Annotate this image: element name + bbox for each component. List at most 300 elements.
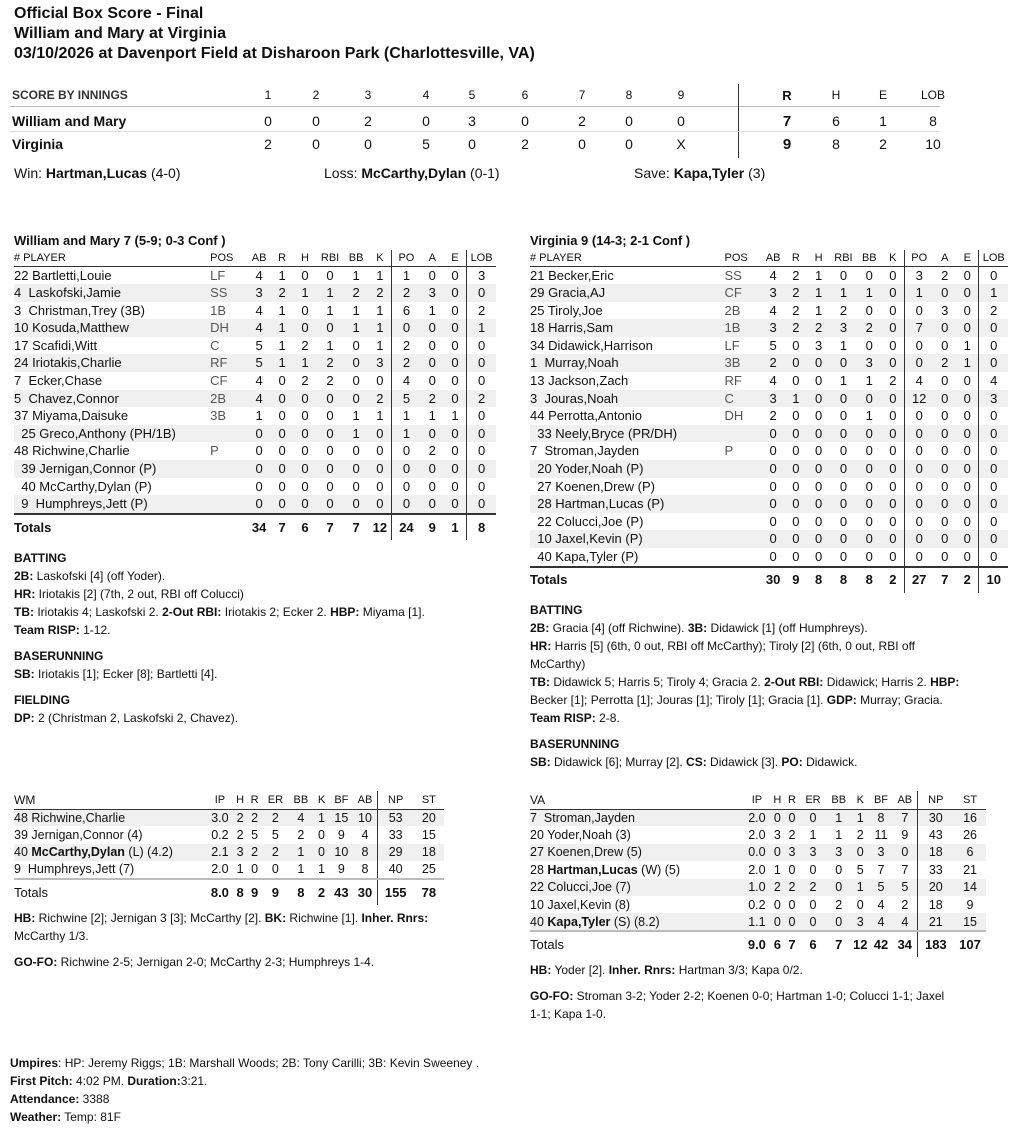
wm-pitch-col-k: K xyxy=(317,793,326,806)
inning-score: 0 xyxy=(677,113,685,129)
wm-stat: 0 xyxy=(428,337,436,353)
wm-stat: 0 xyxy=(451,267,459,283)
loss-decision xyxy=(324,165,500,181)
wm-pitch-stat: 1 xyxy=(297,862,305,877)
va-pitcher-name: 28 Hartman,Lucas (W) (5) xyxy=(530,862,681,877)
va-hb: Yoder [2]. xyxy=(551,962,609,977)
wm-notes xyxy=(14,549,504,727)
va-stat: 0 xyxy=(865,267,873,283)
va-stat: 0 xyxy=(762,425,785,443)
va-player-name: 28 Hartman,Lucas (P) xyxy=(530,495,725,513)
wm-stat: 5 xyxy=(248,354,271,372)
wm-pitch-total-stat: 9 xyxy=(263,879,289,905)
inning-score: 0 xyxy=(364,136,372,152)
va-player-pos: LF xyxy=(724,337,740,353)
va-col-pos: POS xyxy=(725,250,762,266)
wm-pitcher-name: 39 Jernigan,Connor (4) xyxy=(14,828,143,843)
va-pitch-total-stat: 7 xyxy=(784,931,800,957)
wm-stat: 0 xyxy=(352,337,360,353)
save-record: (3) xyxy=(748,165,766,181)
wm-pitch-stat: 29 xyxy=(377,844,414,861)
va-pitch-col-r: R xyxy=(787,793,796,806)
va-stat: 2 xyxy=(933,354,956,372)
wm-stat: 1 xyxy=(467,319,496,337)
va-pitch-stat: 6 xyxy=(966,845,974,860)
va-stat: 0 xyxy=(839,478,848,494)
va-pitch-stat: 3 xyxy=(877,845,885,860)
wm-stat: 4 xyxy=(255,373,263,389)
va-player-row xyxy=(530,425,1008,443)
wm-stat: 1 xyxy=(271,354,294,372)
va-stat: 0 xyxy=(830,390,857,408)
va-stat: 0 xyxy=(857,425,882,443)
va-stat: 2 xyxy=(792,267,800,283)
va-pitcher-decision-name: Kapa,Tyler xyxy=(547,914,611,929)
wm-stat: 0 xyxy=(376,478,384,494)
va-player-row xyxy=(530,530,1008,548)
wm-player-name: 5 Chavez,Connor xyxy=(14,390,210,408)
va-sb-label: SB: xyxy=(530,755,551,769)
va-pitching-box xyxy=(530,791,986,1023)
team-lob: 10 xyxy=(925,136,941,152)
va-stat: 0 xyxy=(904,530,933,548)
loss-label: Loss: xyxy=(324,165,358,181)
wm-pitch-stat: 2 xyxy=(271,810,279,825)
wm-stat: 2 xyxy=(392,337,421,355)
va-stat: 0 xyxy=(784,354,807,372)
va-col-k: K xyxy=(882,250,905,266)
va-pitch-stat: 0 xyxy=(773,810,781,825)
va-cs: Didawick [3]. xyxy=(706,755,782,769)
va-pitch-col-h: H xyxy=(773,793,782,806)
va-pitch-stat: 9 xyxy=(901,828,909,843)
va-gofo: Stroman 3-2; Yoder 2-2; Koenen 0-0; Hartman 1-0; Colucci 1-1; Jaxel xyxy=(573,988,945,1003)
va-player-row xyxy=(530,548,1008,567)
va-stat: 0 xyxy=(941,408,949,424)
wm-player-row xyxy=(14,319,496,337)
wm-stat: 1 xyxy=(278,302,286,318)
va-stat: 0 xyxy=(979,319,1008,337)
wm-stat: 0 xyxy=(301,443,309,459)
va-gofo-cont: 1-1; Kapa 1-0. xyxy=(530,1006,607,1021)
wm-col-k: K xyxy=(369,250,392,266)
va-stat: 0 xyxy=(814,443,823,459)
va-stat: 2 xyxy=(941,267,949,283)
va-col-a: A xyxy=(933,250,956,266)
va-pitch-stat: 0 xyxy=(773,914,781,929)
wm-stat: 0 xyxy=(326,408,334,424)
va-stat: 0 xyxy=(979,530,1008,548)
wm-stat: 0 xyxy=(392,460,421,478)
va-pitch-team: VA xyxy=(530,792,546,807)
va-risp-label: Team RISP: xyxy=(530,711,596,725)
wm-pitch-header xyxy=(14,791,444,809)
va-po-label: PO: xyxy=(781,755,803,769)
wm-stat: 2 xyxy=(392,354,421,372)
va-stat: 0 xyxy=(889,549,897,564)
wm-player-name: 25 Greco,Anthony (PH/1B) xyxy=(14,425,210,443)
va-stat: 3 xyxy=(762,390,785,408)
wm-pitch-stat: 1 xyxy=(318,862,325,877)
wm-pitcher-row xyxy=(14,861,444,878)
inning-header: 1 xyxy=(264,88,272,102)
va-stat: 2 xyxy=(769,408,777,424)
wm-pitch-stat: 2 xyxy=(251,810,259,825)
va-po: Didawick. xyxy=(802,755,858,769)
va-pitch-total-stat: 9.0 xyxy=(743,931,771,957)
va-pitch-total-stat: 34 xyxy=(893,931,917,957)
wm-stat: 1 xyxy=(278,337,286,353)
va-pitch-stat: 0 xyxy=(788,914,796,929)
wm-player-pos: 1B xyxy=(210,302,227,318)
va-stat: 0 xyxy=(956,284,979,302)
va-stat: 4 xyxy=(769,302,777,318)
va-pitch-stat: 33 xyxy=(917,861,954,878)
wm-pitch-stat: 2 xyxy=(297,828,305,843)
va-stat: 0 xyxy=(979,354,1008,372)
wm-stat: 0 xyxy=(467,337,496,355)
va-pitch-stat: 8 xyxy=(877,810,885,825)
va-stat: 0 xyxy=(904,548,933,567)
wm-pitching-table xyxy=(14,791,444,905)
va-stat: 1 xyxy=(956,354,979,372)
wm-pitch-total-stat: 8.0 xyxy=(206,879,234,905)
va-pitcher-name: 22 Colucci,Joe (7) xyxy=(530,880,631,895)
wm-player-name: 10 Kosuda,Matthew xyxy=(14,319,210,337)
va-stat: 0 xyxy=(933,319,956,337)
va-player-row xyxy=(530,266,1008,284)
wm-pitch-stat: 25 xyxy=(421,862,436,877)
va-pitch-stat: 0 xyxy=(835,862,843,877)
va-stat: 0 xyxy=(792,513,800,529)
va-pitch-stat: 0 xyxy=(835,914,843,929)
wm-pitch-col-np: NP xyxy=(377,791,414,809)
va-player-row xyxy=(530,460,1008,478)
wm-stat: 0 xyxy=(294,460,317,478)
va-stat: 0 xyxy=(784,460,807,478)
wm-stat: 0 xyxy=(421,354,444,372)
wm-player-name: 22 Bartletti,Louie xyxy=(14,267,112,283)
wm-stat: 1 xyxy=(369,319,392,337)
va-stat: 0 xyxy=(814,373,823,389)
va-stat: 1 xyxy=(814,267,823,283)
va-stat: 0 xyxy=(769,513,777,529)
wm-total-stat: 7 xyxy=(271,514,294,540)
va-pitch-total-stat: 107 xyxy=(954,931,986,957)
va-stat: 0 xyxy=(941,373,949,389)
inning-header: 2 xyxy=(312,88,320,102)
wm-player-pos xyxy=(210,495,248,514)
wm-pitch-stat: 15 xyxy=(334,810,349,825)
va-stat: 3 xyxy=(904,266,933,284)
va-pitch-header xyxy=(530,791,986,809)
wm-stat: 0 xyxy=(444,495,467,514)
wm-stat: 5 xyxy=(255,337,263,353)
va-player-row xyxy=(530,495,1008,513)
va-stat: 0 xyxy=(889,267,897,283)
va-player-name: 29 Gracia,AJ xyxy=(530,284,725,302)
wm-stat: 0 xyxy=(467,372,496,390)
inning-score: X xyxy=(676,136,686,152)
inning-score: 0 xyxy=(422,113,430,129)
wm-hb-label: HB: xyxy=(14,910,36,925)
va-header-row xyxy=(530,250,1008,266)
va-stat: 0 xyxy=(807,495,830,513)
wm-stat: 0 xyxy=(376,373,384,389)
va-stat: 1 xyxy=(807,284,830,302)
wm-stat: 0 xyxy=(451,478,459,494)
wm-col-h: H xyxy=(294,250,317,266)
wm-stat: 0 xyxy=(451,337,459,353)
wm-col-rbi: RBI xyxy=(316,250,343,266)
va-pitch-stat: 30 xyxy=(917,809,954,826)
inning-header: 7 xyxy=(578,88,586,102)
va-player-row xyxy=(530,407,1008,425)
wm-player-pos xyxy=(210,478,248,496)
va-stat: 0 xyxy=(963,478,971,494)
wm-total-stat xyxy=(210,514,248,540)
inning-score: 0 xyxy=(312,136,320,152)
wm-stat: 0 xyxy=(451,373,459,389)
wm-stat: 0 xyxy=(271,425,294,443)
va-totals-label: Totals xyxy=(530,567,725,593)
totals-header: R xyxy=(782,88,792,103)
va-stat: 0 xyxy=(904,337,933,355)
inning-score: 0 xyxy=(468,136,476,152)
wm-stat: 2 xyxy=(467,302,496,320)
va-pitch-stat: 43 xyxy=(917,826,954,843)
va-stat: 1 xyxy=(904,284,933,302)
va-total-stat: 2 xyxy=(956,567,979,593)
va-stat: 0 xyxy=(792,549,800,564)
wm-player-pos xyxy=(210,460,248,478)
wm-total-stat: 1 xyxy=(444,514,467,540)
wm-pitcher-name: 40 McCarthy,Dylan (L) (4.2) xyxy=(14,845,173,860)
wm-stat: 1 xyxy=(326,302,334,318)
va-player-pos xyxy=(725,460,762,478)
va-stat: 0 xyxy=(839,549,848,564)
va-totals-row xyxy=(530,567,1008,593)
va-player-pos: DH xyxy=(724,408,744,424)
wm-stat: 0 xyxy=(271,460,294,478)
va-pitch-notes xyxy=(530,961,986,1023)
wm-col-lob: LOB xyxy=(467,250,496,266)
wm-hbp: Miyama [1]. xyxy=(359,605,425,619)
va-stat: 3 xyxy=(762,284,785,302)
va-col-ab: AB xyxy=(762,250,785,266)
va-hbp-label: HBP: xyxy=(930,675,960,689)
wm-pitch-stat: 0.2 xyxy=(211,828,229,843)
va-stat: 0 xyxy=(792,443,800,459)
va-hbp: Becker [1]; Perrotta [1]; Jouras [1]; Tiroly [1]; Gracia [1]. xyxy=(530,693,827,707)
va-total-stat: 27 xyxy=(904,567,933,593)
wm-player-pos xyxy=(210,425,248,443)
va-pitcher-decision-name: Hartman,Lucas xyxy=(547,862,638,877)
wm-pitch-total-stat: 2 xyxy=(314,879,330,905)
inning-header: 9 xyxy=(677,88,685,102)
va-stat: 0 xyxy=(956,425,979,443)
wm-pitch-total-stat: 43 xyxy=(330,879,354,905)
wm-stat: 0 xyxy=(344,495,369,514)
team-runs: 7 xyxy=(782,113,792,130)
va-pitch-stat: 2 xyxy=(901,897,909,912)
wm-stat: 0 xyxy=(352,478,360,494)
wm-stat: 0 xyxy=(467,284,496,302)
va-hr-cont: McCarthy) xyxy=(530,657,586,671)
va-pitch-stat: 3 xyxy=(773,828,781,843)
va-player-row xyxy=(530,354,1008,372)
wm-col-pos: POS xyxy=(210,250,248,266)
va-total-stat: 8 xyxy=(857,567,882,593)
va-stat: 7 xyxy=(904,319,933,337)
va-stat: 4 xyxy=(904,372,933,390)
va-pitch-stat: 14 xyxy=(963,880,977,895)
va-player-pos: 1B xyxy=(725,319,762,337)
team-lob: 8 xyxy=(929,113,937,129)
va-stat: 0 xyxy=(979,442,1008,460)
wm-pitch-totals-label: Totals xyxy=(14,879,206,905)
wm-stat: 0 xyxy=(392,319,421,337)
wm-dp-label: DP: xyxy=(14,711,35,725)
wm-stat: 0 xyxy=(451,302,459,318)
va-pitch-col-bf: BF xyxy=(873,793,888,806)
va-gdp-label: GDP: xyxy=(826,693,857,707)
va-stat: 0 xyxy=(904,495,933,513)
wm-stat: 1 xyxy=(392,407,421,425)
wm-pitch-stat: 18 xyxy=(421,845,436,860)
va-pitch-stat: 0 xyxy=(773,845,781,860)
va-pitch-total-stat: 183 xyxy=(917,931,954,957)
wm-stat: 4 xyxy=(248,390,271,408)
va-stat: 0 xyxy=(792,408,800,424)
va-pitch-totals xyxy=(530,931,986,957)
va-stat: 0 xyxy=(956,495,979,513)
inning-score: 2 xyxy=(264,136,272,152)
va-stat: 0 xyxy=(882,425,905,443)
wm-total-stat: 34 xyxy=(248,514,271,540)
va-stat: 0 xyxy=(830,354,857,372)
wm-pitch-total-stat: 30 xyxy=(353,879,377,905)
wm-player-pos: CF xyxy=(210,373,228,389)
va-player-pos xyxy=(725,530,762,548)
va-pitch-stat: 21 xyxy=(917,913,954,930)
va-stat: 0 xyxy=(762,460,785,478)
wm-pitch-stat: 0 xyxy=(271,862,279,877)
wm-stat: 0 xyxy=(392,478,421,496)
wm-player-name: 39 Jernigan,Connor (P) xyxy=(14,460,210,478)
wm-stat: 0 xyxy=(271,390,294,408)
va-pitch-col-bb: BB xyxy=(831,793,847,806)
wm-batting-heading: BATTING xyxy=(14,551,67,565)
va-pitch-stat: 2 xyxy=(856,828,864,843)
va-stat: 0 xyxy=(933,425,956,443)
wm-stat: 0 xyxy=(467,407,496,425)
wm-stat: 0 xyxy=(271,495,294,514)
wm-pitch-col-st: ST xyxy=(421,793,436,806)
va-total-stat: 2 xyxy=(882,567,905,593)
va-pitcher-row xyxy=(530,809,986,826)
va-stat: 3 xyxy=(762,319,785,337)
wm-stat: 0 xyxy=(278,373,286,389)
wm-pitch-stat: 5 xyxy=(271,828,279,843)
va-pitch-stat: 1 xyxy=(856,880,864,895)
wm-stat: 1 xyxy=(376,267,384,283)
wm-pitch-stat: 0 xyxy=(251,862,259,877)
wm-stat: 2 xyxy=(326,373,334,389)
va-stat: 0 xyxy=(792,373,800,389)
wm-pitch-col-ab: AB xyxy=(357,793,373,806)
wm-col-a: A xyxy=(421,250,444,266)
va-tb-label: TB: xyxy=(530,675,550,689)
wm-stat: 2 xyxy=(369,284,392,302)
wm-pitch-stat: 4 xyxy=(361,828,369,843)
va-stat: 0 xyxy=(857,530,882,548)
wm-pitch-stat: 2.0 xyxy=(211,862,229,877)
va-pitch-stat: 5 xyxy=(901,880,909,895)
va-stat: 0 xyxy=(904,425,933,443)
win-record: (4-0) xyxy=(150,165,181,181)
va-inh: Hartman 3/3; Kapa 0/2. xyxy=(675,962,803,977)
va-stat: 0 xyxy=(956,460,979,478)
va-pitch-total-stat: 6 xyxy=(800,931,826,957)
wm-stat: 0 xyxy=(444,425,467,443)
va-pitcher-row xyxy=(530,844,986,861)
va-stat: 0 xyxy=(963,408,971,424)
footer xyxy=(10,1054,910,1126)
wm-stat: 0 xyxy=(421,319,444,337)
va-stat: 1 xyxy=(830,284,857,302)
va-pitch-stat: 7 xyxy=(901,862,909,877)
wm-pitch-stat: 2 xyxy=(236,828,244,843)
wm-player-pos: 2B xyxy=(210,390,248,408)
va-stat: 0 xyxy=(904,442,933,460)
wm-pitch-stat: 20 xyxy=(421,810,436,825)
va-stat: 0 xyxy=(865,513,873,529)
wm-stat: 1 xyxy=(428,408,436,424)
wm-stat: 2 xyxy=(301,373,309,389)
va-stat: 0 xyxy=(792,337,800,353)
va-pitch-stat: 0 xyxy=(773,897,781,912)
va-stat: 0 xyxy=(857,495,882,513)
wm-stat: 0 xyxy=(444,460,467,478)
wm-stat: 0 xyxy=(316,425,343,443)
wm-fielding-heading: FIELDING xyxy=(14,693,70,707)
va-stat: 0 xyxy=(889,337,897,353)
va-stat: 3 xyxy=(979,390,1008,408)
va-stat: 3 xyxy=(814,337,823,353)
inning-score: 0 xyxy=(625,136,633,152)
wm-stat: 0 xyxy=(278,408,286,424)
wm-total-stat: 24 xyxy=(392,514,421,540)
wm-stat: 0 xyxy=(316,495,343,514)
wm-stat: 2 xyxy=(392,284,421,302)
va-hb-label: HB: xyxy=(530,962,552,977)
va-notes xyxy=(530,601,1020,771)
va-player-name: 3 Jouras,Noah xyxy=(530,390,725,408)
wm-stat: 3 xyxy=(421,284,444,302)
va-pitch-stat: 0 xyxy=(788,862,796,877)
wm-pitch-total-stat: 8 xyxy=(288,879,313,905)
va-stat: 0 xyxy=(979,425,1008,443)
wm-pitcher-decision-name: McCarthy,Dylan xyxy=(31,845,125,860)
win-decision xyxy=(14,165,181,181)
va-stat: 0 xyxy=(882,495,905,513)
inning-score: 0 xyxy=(521,113,529,129)
wm-total-stat: 7 xyxy=(316,514,343,540)
wm-player-name: 4 Laskofski,Jamie xyxy=(14,284,210,302)
va-stat: 0 xyxy=(830,460,857,478)
va-pitch-total-stat: 42 xyxy=(869,931,893,957)
